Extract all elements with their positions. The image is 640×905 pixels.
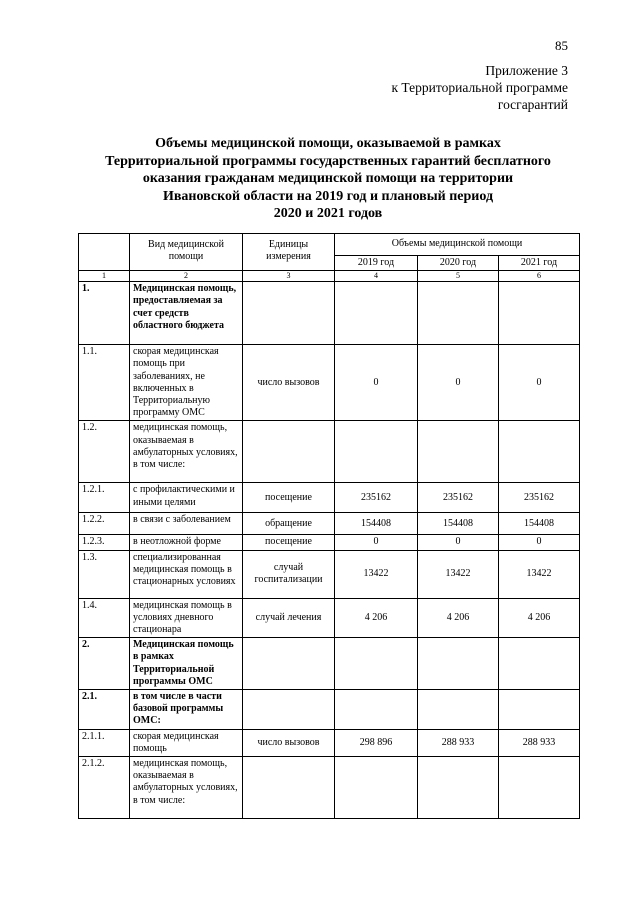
col-number: 3 (243, 271, 335, 282)
row-value-2020 (418, 421, 499, 483)
row-unit (243, 690, 335, 730)
table-row (79, 345, 580, 421)
row-unit (243, 421, 335, 483)
row-value-2019 (335, 282, 418, 345)
row-value-2019 (335, 638, 418, 690)
table-row (79, 550, 580, 598)
row-value-2021: 0 (499, 535, 580, 550)
row-value-2019: 0 (335, 535, 418, 550)
header-type: Вид медицинской помощи (130, 234, 243, 271)
row-value-2019: 13422 (335, 550, 418, 598)
row-name: Медицинская помощь, предоставляемая за счет средств областного бюджета (130, 282, 243, 345)
appendix-line: к Территориальной программе (391, 80, 568, 95)
col-number: 4 (335, 271, 418, 282)
row-unit (243, 757, 335, 819)
row-value-2019: 154408 (335, 513, 418, 535)
row-value-2020 (418, 690, 499, 730)
header-year-2021: 2021 год (499, 256, 580, 271)
row-number: 1. (79, 282, 130, 345)
table-row (79, 598, 580, 638)
row-unit: посещение (243, 483, 335, 513)
appendix-heading (392, 62, 569, 113)
header-volumes: Объемы медицинской помощи (335, 234, 580, 256)
row-value-2020: 13422 (418, 550, 499, 598)
row-name: медицинская помощь, оказываемая в амбулаторных условиях, в том числе: (130, 757, 243, 819)
row-value-2020: 0 (418, 535, 499, 550)
col-number: 5 (418, 271, 499, 282)
row-name: медицинская помощь в условиях дневного стационара (130, 598, 243, 638)
table-row (79, 729, 580, 756)
row-value-2021 (499, 757, 580, 819)
row-value-2020 (418, 282, 499, 345)
row-name: специализированная медицинская помощь в стационарных условиях (130, 550, 243, 598)
table-row (79, 690, 580, 730)
column-number-row (79, 271, 580, 282)
row-value-2020 (418, 638, 499, 690)
row-number: 1.2.1. (79, 483, 130, 513)
row-value-2020: 4 206 (418, 598, 499, 638)
row-name: скорая медицинская помощь при заболеваниях, не включенных в Территориальную программу ОМС (130, 345, 243, 421)
row-value-2021 (499, 690, 580, 730)
header-units: Единицы измерения (243, 234, 335, 271)
title-line: Ивановской области на 2019 год и плановый период (162, 188, 494, 204)
page-number: 85 (555, 38, 568, 53)
appendix-line: Приложение 3 (485, 63, 568, 78)
table-row (79, 535, 580, 550)
header-num-cell (79, 234, 130, 271)
row-unit: случай лечения (243, 598, 335, 638)
title-line: Территориальной программы государственных гарантий бесплатного (105, 153, 551, 169)
row-value-2019: 0 (335, 345, 418, 421)
volumes-table (78, 233, 580, 819)
row-number: 2.1.2. (79, 757, 130, 819)
row-unit: число вызовов (243, 345, 335, 421)
row-name: в связи с заболеванием (130, 513, 243, 535)
row-value-2020: 235162 (418, 483, 499, 513)
row-value-2021: 4 206 (499, 598, 580, 638)
row-name: в неотложной форме (130, 535, 243, 550)
header-year-2019: 2019 год (335, 256, 418, 271)
row-value-2020: 154408 (418, 513, 499, 535)
table-row (79, 638, 580, 690)
header-year-2020: 2020 год (418, 256, 499, 271)
row-unit: число вызовов (243, 729, 335, 756)
row-number: 2.1. (79, 690, 130, 730)
row-number: 2.1.1. (79, 729, 130, 756)
col-number: 6 (499, 271, 580, 282)
row-value-2020: 0 (418, 345, 499, 421)
row-value-2019: 4 206 (335, 598, 418, 638)
header-row (79, 234, 580, 256)
row-number: 1.4. (79, 598, 130, 638)
row-value-2021: 288 933 (499, 729, 580, 756)
table-row (79, 421, 580, 483)
row-number: 1.2.3. (79, 535, 130, 550)
row-value-2019: 298 896 (335, 729, 418, 756)
document-title (60, 135, 596, 223)
row-unit: обращение (243, 513, 335, 535)
row-number: 1.2.2. (79, 513, 130, 535)
row-unit: посещение (243, 535, 335, 550)
row-value-2020 (418, 757, 499, 819)
row-value-2021: 154408 (499, 513, 580, 535)
row-value-2019 (335, 757, 418, 819)
row-number: 1.2. (79, 421, 130, 483)
col-number: 1 (79, 271, 130, 282)
row-value-2019 (335, 690, 418, 730)
row-unit (243, 282, 335, 345)
row-value-2021: 235162 (499, 483, 580, 513)
row-name: с профилактическими и иными целями (130, 483, 243, 513)
row-unit: случай госпитализации (243, 550, 335, 598)
row-value-2019: 235162 (335, 483, 418, 513)
row-value-2019 (335, 421, 418, 483)
title-line: оказания гражданам медицинской помощи на территории (142, 171, 514, 186)
table-row (79, 513, 580, 535)
row-number: 1.1. (79, 345, 130, 421)
row-number: 1.3. (79, 550, 130, 598)
row-name: скорая медицинская помощь (130, 729, 243, 756)
row-name: медицинская помощь, оказываемая в амбулаторных условиях, в том числе: (130, 421, 243, 483)
row-name: в том числе в части базовой программы ОМС: (130, 690, 243, 730)
title-line: 2020 и 2021 годов (273, 206, 383, 221)
row-number: 2. (79, 638, 130, 690)
row-value-2021: 13422 (499, 550, 580, 598)
title-line: Объемы медицинской помощи, оказываемой в рамках (155, 136, 501, 151)
col-number: 2 (130, 271, 243, 282)
row-name: Медицинская помощь в рамках Территориальной программы ОМС (130, 638, 243, 690)
row-value-2021 (499, 421, 580, 483)
appendix-line: госгарантий (497, 97, 568, 112)
table-row (79, 483, 580, 513)
row-value-2021: 0 (499, 345, 580, 421)
row-unit (243, 638, 335, 690)
table-row (79, 757, 580, 819)
row-value-2021 (499, 638, 580, 690)
row-value-2020: 288 933 (418, 729, 499, 756)
table-row (79, 282, 580, 345)
row-value-2021 (499, 282, 580, 345)
